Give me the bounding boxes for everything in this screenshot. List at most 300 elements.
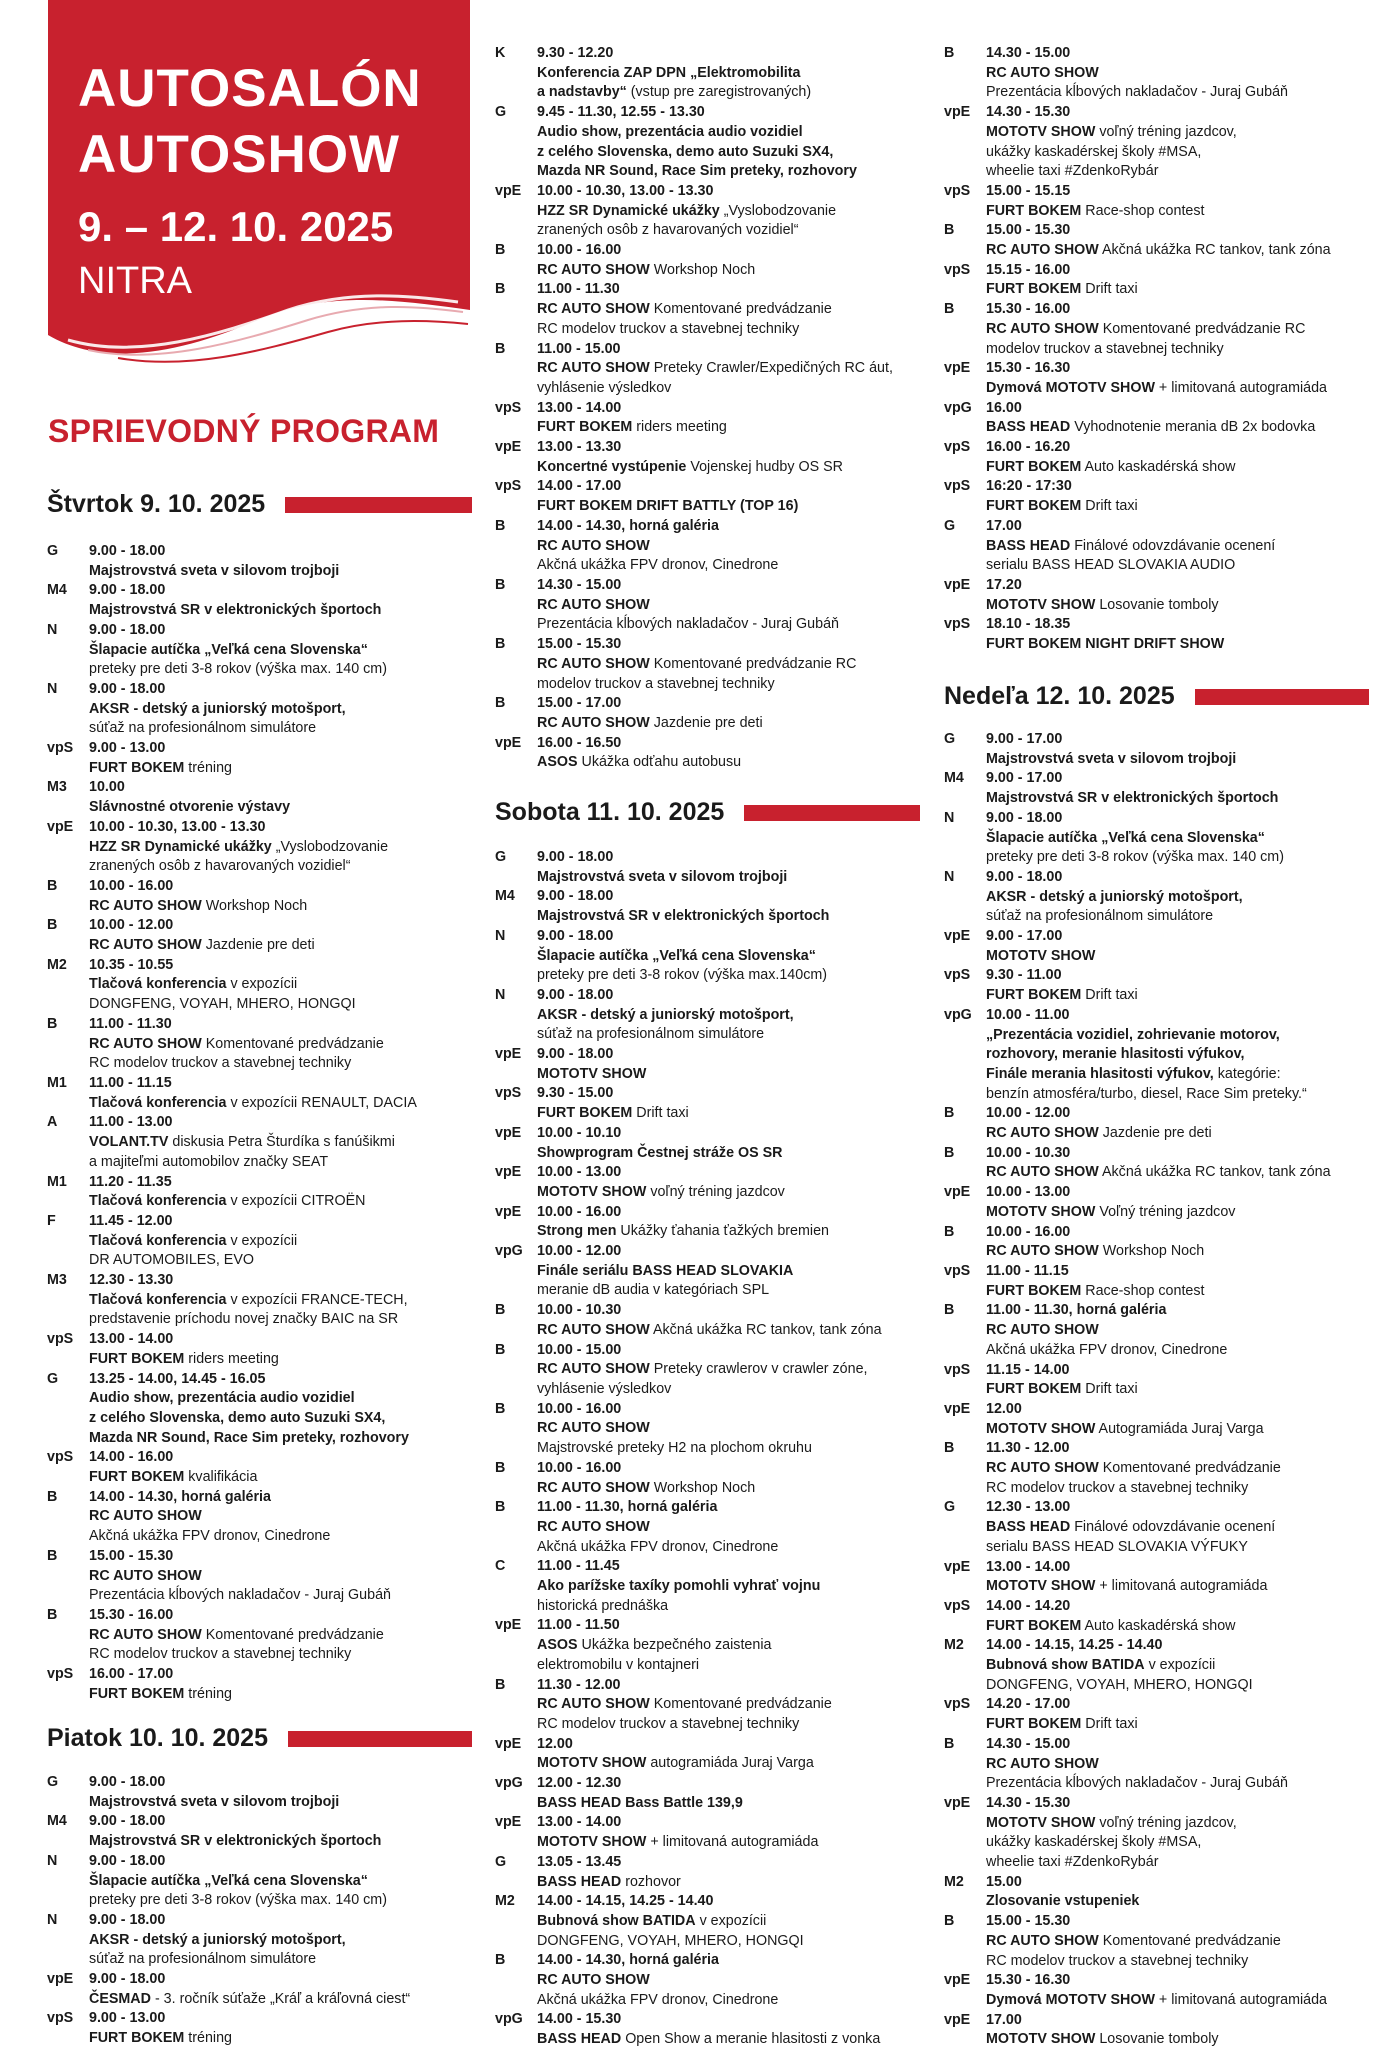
event-line <box>986 143 1384 163</box>
events-saturday <box>495 848 935 2050</box>
location-code: vpE <box>495 1203 522 1220</box>
location-code: G <box>47 1370 59 1387</box>
event-detail: Komentované predvádzanie RC <box>649 655 857 672</box>
event-row <box>47 1015 477 1074</box>
event-time: 10.00 - 15.00 <box>537 1341 622 1358</box>
event-line <box>986 123 1384 143</box>
event-line <box>89 1832 477 1852</box>
event-row <box>495 2010 935 2049</box>
event-time: 9.00 - 18.00 <box>89 1971 166 1988</box>
event-body <box>537 477 935 516</box>
event-detail: riders meeting <box>184 1350 279 1367</box>
event-line <box>537 2030 935 2050</box>
event-title: Dymová MOTOTV SHOW <box>986 379 1155 396</box>
event-title: FURT BOKEM <box>986 987 1082 1004</box>
event-detail: RC modelov truckov a stavebnej techniky <box>986 1952 1249 1969</box>
event-row <box>47 818 477 877</box>
event-detail: Akčná ukážka FPV dronov, Cinedrone <box>537 1991 779 2008</box>
event-row <box>47 739 477 778</box>
event-title: Mazda NR Sound, Race Sim preteky, rozhovory <box>89 1429 409 1446</box>
event-time: 14.00 - 14.15, 14.25 - 14.40 <box>537 1893 714 1910</box>
location-code: M1 <box>47 1074 67 1091</box>
event-title: FURT BOKEM <box>986 458 1082 475</box>
event-detail: Autogramiáda Juraj Varga <box>1095 1420 1264 1437</box>
event-body <box>89 1448 477 1487</box>
event-body <box>986 1636 1384 1695</box>
event-line <box>89 1232 477 1252</box>
event-row <box>944 769 1384 808</box>
events-thursday <box>47 542 477 1704</box>
event-line <box>986 789 1384 809</box>
event-title: BASS HEAD <box>537 1873 622 1890</box>
event-title: RC AUTO SHOW <box>537 360 650 377</box>
location-code: C <box>495 1558 506 1575</box>
event-body <box>537 1045 935 1084</box>
event-detail: voľný tréning jazdcov <box>646 1183 785 1200</box>
event-line <box>89 719 477 739</box>
event-row <box>944 1912 1384 1971</box>
event-row <box>944 44 1384 103</box>
event-line <box>537 320 935 340</box>
event-row <box>47 621 477 680</box>
event-time: 9.00 - 17.00 <box>986 928 1063 945</box>
event-line <box>986 418 1384 438</box>
event-detail: modelov truckov a stavebnej techniky <box>537 675 775 692</box>
event-row <box>495 1242 935 1301</box>
event-body <box>89 956 477 1015</box>
event-title: RC AUTO SHOW <box>986 242 1099 259</box>
event-title: ČESMAD <box>89 1990 151 2007</box>
location-code: B <box>495 1952 506 1969</box>
event-row <box>495 1045 935 1084</box>
event-line <box>986 537 1384 557</box>
event-time: 12.00 <box>537 1735 573 1752</box>
event-row <box>944 1695 1384 1734</box>
event-body <box>89 1173 477 1212</box>
location-code: B <box>944 1105 955 1122</box>
event-detail: DONGFENG, VOYAH, MHERO, HONGQI <box>986 1676 1253 1693</box>
event-row <box>47 1773 477 1812</box>
event-title: Bubnová show BATIDA <box>986 1657 1145 1674</box>
event-time: 10.00 - 10.30, 13.00 - 13.30 <box>89 818 266 835</box>
event-title: RC AUTO SHOW <box>986 1125 1099 1142</box>
event-title: RC AUTO SHOW <box>537 714 650 731</box>
event-body <box>986 1498 1384 1557</box>
event-time: 14.30 - 15.00 <box>986 1735 1071 1752</box>
event-line <box>986 1991 1384 2011</box>
event-dates: 9. – 12. 10. 2025 <box>78 203 394 250</box>
event-line <box>986 162 1384 182</box>
event-title: FURT BOKEM <box>537 419 633 436</box>
event-body <box>986 1873 1384 1912</box>
event-title: RC AUTO SHOW <box>89 1035 202 1052</box>
event-body <box>89 1488 477 1547</box>
event-time: 14.30 - 15.00 <box>986 45 1071 61</box>
event-title: MOTOTV SHOW <box>986 1578 1096 1595</box>
event-row <box>944 1971 1384 2010</box>
event-detail: zranených osôb z havarovaných vozidiel“ <box>537 222 799 239</box>
event-detail: benzín atmosféra/turbo, diesel, Race Sim preteky.“ <box>986 1085 1307 1102</box>
event-body <box>537 2010 935 2049</box>
event-time: 16:20 - 17:30 <box>986 478 1072 495</box>
event-line <box>986 320 1384 340</box>
event-row <box>944 1006 1384 1105</box>
location-code: vpE <box>944 1184 971 1201</box>
event-line <box>537 202 935 222</box>
event-title: RC AUTO SHOW <box>537 655 650 672</box>
event-row <box>495 1498 935 1557</box>
event-title: Šlapacie autíčka „Veľká cena Slovenska“ <box>89 641 368 658</box>
event-line <box>986 2030 1384 2050</box>
event-detail: Majstrovské preteky H2 na plochom okruhu <box>537 1440 812 1457</box>
day-title: Piatok 10. 10. 2025 <box>47 1724 268 1752</box>
event-time: 9.30 - 11.00 <box>986 967 1062 984</box>
event-time: 12.30 - 13.30 <box>89 1272 174 1289</box>
event-detail: „Vyslobodzovanie <box>271 838 389 855</box>
event-line <box>537 1912 935 1932</box>
location-code: vpE <box>495 439 522 456</box>
event-body <box>986 1144 1384 1183</box>
location-code: vpG <box>495 1243 523 1260</box>
event-detail: Preteky crawlerov v crawler zóne, <box>649 1361 868 1378</box>
event-line <box>986 635 1384 655</box>
event-body <box>986 1183 1384 1222</box>
event-row <box>47 680 477 739</box>
location-code: vpE <box>944 2011 971 2028</box>
location-code: vpE <box>495 182 522 199</box>
event-row <box>495 927 935 986</box>
event-body <box>537 1498 935 1557</box>
event-detail: Drift taxi <box>1081 1381 1138 1398</box>
event-detail: v expozícii <box>1144 1657 1216 1674</box>
event-row <box>47 1173 477 1212</box>
event-time: 12.00 - 12.30 <box>537 1775 622 1792</box>
event-detail: + limitovaná autogramiáda <box>646 1834 819 1851</box>
event-row <box>944 103 1384 182</box>
event-city: NITRA <box>78 260 192 302</box>
location-code: vpS <box>944 967 971 984</box>
event-detail: Preteky Crawler/Expedičných RC áut, <box>649 360 893 377</box>
event-row <box>495 103 935 182</box>
event-time: 11.30 - 12.00 <box>537 1676 621 1693</box>
event-line <box>537 458 935 478</box>
event-line <box>537 1873 935 1893</box>
event-title: Tlačová konferencia <box>89 1193 227 1210</box>
location-code: vpE <box>495 734 522 751</box>
event-line <box>537 1971 935 1991</box>
event-detail: diskusia Petra Šturdíka s fanúšikmi <box>168 1134 395 1151</box>
event-title: BASS HEAD <box>986 1519 1071 1536</box>
event-detail: autogramiáda Juraj Varga <box>646 1755 814 1772</box>
event-body <box>986 1597 1384 1636</box>
location-code: vpE <box>495 1164 522 1181</box>
event-detail: kategórie: <box>1213 1065 1281 1082</box>
event-line <box>89 1429 477 1449</box>
event-title: Zlosovanie vstupeniek <box>986 1893 1140 1910</box>
event-time: 12.00 <box>986 1400 1022 1417</box>
event-title: Koncertné vystúpenie <box>537 458 687 475</box>
event-line <box>537 418 935 438</box>
event-body <box>986 261 1384 300</box>
event-line <box>537 753 935 773</box>
event-line <box>89 838 477 858</box>
event-title: BASS HEAD <box>537 2031 622 2048</box>
location-code: B <box>944 1144 955 1161</box>
location-code: vpS <box>944 478 971 495</box>
event-body <box>537 986 935 1045</box>
location-code: G <box>944 1499 956 1516</box>
event-detail: tréning <box>184 2030 232 2047</box>
event-row <box>47 1113 477 1172</box>
location-code: vpG <box>495 2011 523 2028</box>
event-body <box>537 1084 935 1123</box>
event-line <box>986 1833 1384 1853</box>
event-line <box>89 2029 477 2049</box>
location-code: G <box>495 849 507 865</box>
event-title: Audio show, prezentácia audio vozidiel <box>89 1390 355 1407</box>
location-code: B <box>47 1015 58 1032</box>
event-time: 11.00 - 15.00 <box>537 340 621 357</box>
event-line <box>89 1990 477 2010</box>
event-time: 13.05 - 13.45 <box>537 1853 622 1870</box>
event-line <box>89 1409 477 1429</box>
event-detail: + limitovaná autogramiáda <box>1154 379 1328 396</box>
event-title: RC AUTO SHOW <box>986 1755 1099 1772</box>
event-time: 10.00 - 13.00 <box>986 1184 1071 1201</box>
event-title: RC AUTO SHOW <box>537 596 650 613</box>
event-row <box>47 1547 477 1606</box>
event-title: RC AUTO SHOW <box>537 1361 650 1378</box>
event-title: FURT BOKEM <box>986 498 1082 515</box>
event-time: 15.15 - 16.00 <box>986 261 1071 278</box>
event-row <box>944 1301 1384 1360</box>
events-saturday-continued <box>944 44 1384 655</box>
event-line <box>89 1468 477 1488</box>
event-body <box>537 1951 935 2010</box>
event-title: Dymová MOTOTV SHOW <box>986 1992 1155 2008</box>
location-code: B <box>944 1302 955 1319</box>
event-body <box>89 1911 477 1970</box>
event-time: 9.00 - 18.00 <box>986 809 1063 826</box>
event-title: RC AUTO SHOW <box>537 1479 650 1496</box>
event-title: FURT BOKEM <box>89 2030 185 2047</box>
event-detail: preteky pre deti 3-8 rokov (výška max. 140 cm) <box>986 849 1284 866</box>
event-title: RC AUTO SHOW <box>986 1460 1099 1477</box>
location-code: M4 <box>944 770 964 787</box>
event-title: BASS HEAD Bass Battle 139,9 <box>537 1794 743 1811</box>
event-detail: Jazdenie pre deti <box>649 714 763 731</box>
event-body <box>986 615 1384 654</box>
event-line <box>986 1577 1384 1597</box>
event-time: 11.00 - 11.30, horná galéria <box>537 1499 718 1516</box>
event-line <box>537 1479 935 1499</box>
event-time: 9.00 - 18.00 <box>89 680 166 697</box>
event-row <box>47 581 477 620</box>
event-line <box>537 907 935 927</box>
event-time: 9.00 - 18.00 <box>89 1774 166 1790</box>
location-code: M4 <box>47 1813 67 1830</box>
event-row <box>495 635 935 694</box>
location-code: vpE <box>944 1400 971 1417</box>
event-title: MOTOTV SHOW <box>537 1755 647 1772</box>
event-row <box>944 868 1384 927</box>
event-time: 11.00 - 11.15 <box>986 1262 1069 1279</box>
event-row <box>47 1271 477 1330</box>
location-code: vpE <box>47 818 74 835</box>
event-title: Tlačová konferencia <box>89 976 227 993</box>
event-body <box>986 966 1384 1005</box>
event-body <box>986 1223 1384 1262</box>
event-line <box>986 64 1384 84</box>
event-time: 11.00 - 11.50 <box>537 1617 620 1634</box>
event-line <box>89 1389 477 1409</box>
event-body <box>537 340 935 399</box>
event-time: 12.30 - 13.00 <box>986 1499 1071 1516</box>
event-row <box>495 1301 935 1340</box>
event-detail: ukážky kaskadérskej školy #MSA, <box>986 143 1202 160</box>
event-time: 11.00 - 13.00 <box>89 1114 173 1131</box>
location-code: N <box>495 927 506 944</box>
location-code: vpS <box>495 1085 522 1102</box>
event-detail: súťaž na profesionálnom simulátore <box>537 1026 765 1043</box>
event-body <box>986 182 1384 221</box>
event-line <box>537 143 935 163</box>
event-title: FURT BOKEM <box>537 1105 633 1122</box>
event-body <box>986 103 1384 182</box>
event-detail: v expozícii FRANCE-TECH, <box>226 1291 408 1308</box>
event-body <box>986 1735 1384 1794</box>
event-title: VOLANT.TV <box>89 1134 169 1151</box>
location-code: B <box>495 517 506 534</box>
event-row <box>944 576 1384 615</box>
event-body <box>986 927 1384 966</box>
event-line <box>986 1065 1384 1085</box>
event-row <box>47 1852 477 1911</box>
event-line <box>537 1262 935 1282</box>
event-row <box>944 1873 1384 1912</box>
event-title: Majstrovstvá sveta v silovom trojboji <box>537 868 788 885</box>
event-time: 9.00 - 13.00 <box>89 740 166 757</box>
event-line <box>986 1892 1384 1912</box>
event-time: 14.00 - 14.30, horná galéria <box>537 517 719 534</box>
event-detail: v expozícii <box>226 1232 298 1249</box>
event-line <box>986 1459 1384 1479</box>
event-line <box>986 458 1384 478</box>
event-time: 15.00 - 17.00 <box>537 695 622 712</box>
event-body <box>537 280 935 339</box>
event-detail: Drift taxi <box>1081 281 1138 298</box>
event-body <box>537 44 935 103</box>
event-line <box>537 714 935 734</box>
event-title: HZZ SR Dynamické ukážky <box>537 202 720 219</box>
event-detail: + limitovaná autogramiáda <box>1154 1992 1328 2008</box>
event-title: BASS HEAD <box>986 537 1071 554</box>
event-line <box>986 1755 1384 1775</box>
event-row <box>944 438 1384 477</box>
event-title: RC AUTO SHOW <box>537 1420 650 1437</box>
location-code: vpE <box>495 1735 522 1752</box>
event-body <box>986 1006 1384 1105</box>
location-code: F <box>47 1212 56 1229</box>
event-detail: tréning <box>184 759 232 776</box>
event-detail: Workshop Noch <box>201 897 308 914</box>
event-row <box>495 1892 935 1951</box>
event-title: ASOS <box>537 754 578 771</box>
event-row <box>47 956 477 1015</box>
event-time: 10.00 - 10.10 <box>537 1124 622 1141</box>
location-code: B <box>495 340 506 357</box>
event-row <box>944 1223 1384 1262</box>
event-body <box>537 1813 935 1852</box>
event-row <box>944 1361 1384 1400</box>
location-code: M4 <box>495 888 515 905</box>
event-line <box>537 1321 935 1341</box>
location-code: vpS <box>944 1262 971 1279</box>
event-row <box>944 730 1384 769</box>
location-code: M2 <box>47 956 67 973</box>
event-body <box>537 399 935 438</box>
event-line <box>986 1026 1384 1046</box>
event-title: RC AUTO SHOW <box>537 1696 650 1713</box>
event-line <box>986 1617 1384 1637</box>
event-body <box>89 1074 477 1113</box>
event-detail: Losovanie tomboly <box>1095 2031 1219 2048</box>
event-detail: Komentované predvádzanie <box>201 1626 384 1643</box>
event-body <box>537 1774 935 1813</box>
event-time: 11.00 - 11.30, horná galéria <box>986 1302 1167 1319</box>
event-line <box>986 340 1384 360</box>
event-line <box>537 221 935 241</box>
event-row <box>495 517 935 576</box>
location-code: vpS <box>944 616 971 633</box>
location-code: B <box>47 1488 58 1505</box>
event-detail: Drift taxi <box>1081 987 1138 1004</box>
event-body <box>89 1773 477 1812</box>
location-code: vpS <box>495 478 522 495</box>
event-line <box>986 1715 1384 1735</box>
event-detail: Auto kaskadérská show <box>1081 1617 1236 1634</box>
event-row <box>495 1163 935 1202</box>
location-code: vpS <box>47 1449 74 1466</box>
event-line <box>537 1656 935 1676</box>
event-title: FURT BOKEM <box>89 1469 185 1486</box>
event-line <box>537 1518 935 1538</box>
event-title: Bubnová show BATIDA <box>537 1912 696 1929</box>
day-bar <box>285 497 472 513</box>
event-detail: a majiteľmi automobilov značky SEAT <box>89 1153 329 1170</box>
event-detail: zranených osôb z havarovaných vozidiel“ <box>89 858 351 875</box>
location-code: N <box>495 986 506 1003</box>
event-detail: predstavenie príchodu novej značky BAIC na SR <box>89 1311 399 1328</box>
location-code: G <box>47 1774 59 1790</box>
location-code: B <box>495 576 506 593</box>
event-row <box>495 477 935 516</box>
event-body <box>89 680 477 739</box>
event-body <box>537 576 935 635</box>
event-time: 13.00 - 14.00 <box>537 1814 622 1831</box>
event-line <box>537 300 935 320</box>
event-row <box>944 1183 1384 1222</box>
event-line <box>89 1291 477 1311</box>
event-row <box>495 438 935 477</box>
event-line <box>986 1479 1384 1499</box>
event-detail: RC modelov truckov a stavebnej techniky <box>537 1715 800 1732</box>
event-body <box>986 1400 1384 1439</box>
day-bar <box>288 1731 472 1747</box>
location-code: M1 <box>47 1173 67 1190</box>
event-row <box>944 221 1384 260</box>
event-row <box>47 1488 477 1547</box>
